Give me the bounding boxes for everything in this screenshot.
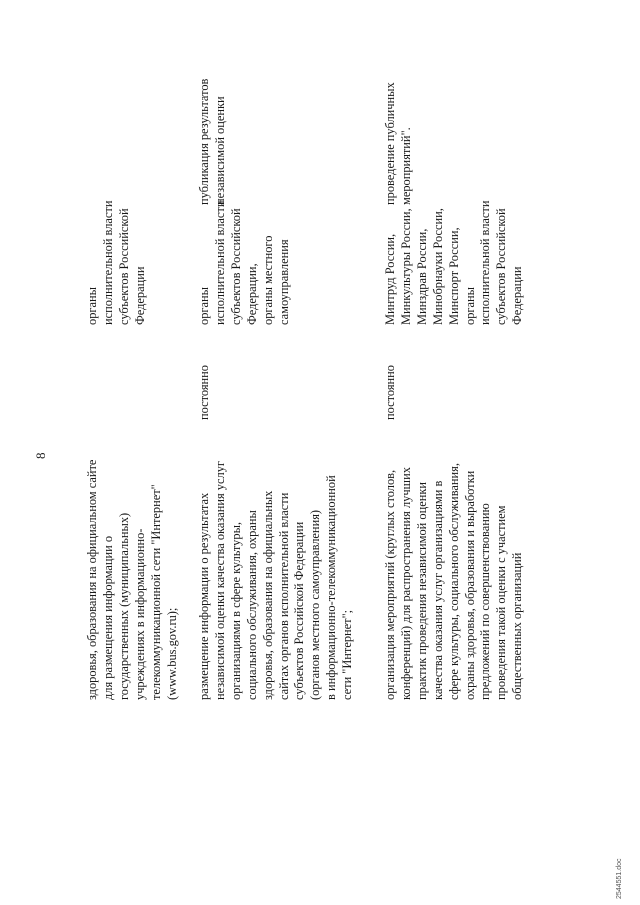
row3-executors: Минтруд России, Минкультуры России, Минздрав России, Минобрнауки России, Минспорт России, органы исполнительной власти субъектов Российской Федерации xyxy=(383,200,525,325)
row3-result: проведение публичных мероприятий". xyxy=(383,82,413,205)
row3-term: постоянно xyxy=(383,364,397,420)
row1-executors: органы исполнительной власти субъектов Российской Федерации xyxy=(85,200,147,325)
page-number: 8 xyxy=(33,452,48,459)
row1-measure: здоровья, образования на официальном сайте для размещения информации о государственных (муниципальных) учреждениях в информационно- телекоммуникационной сети "Интернет" (www.bus.gov.ru); xyxy=(85,459,179,700)
row2-term: постоянно xyxy=(197,364,211,420)
row2-measure: размещение информации о результатах независимой оценки качества оказания услуг организациями в сфере культуры, социального обслуживания, охраны здоровья, образования на официальных сайтах органов исполнительной власти субъектов Российской Федерации (органов местного самоуправления) в информационно-телекоммуникационной сети "Интернет"; xyxy=(197,461,355,700)
row2-result: публикация результатов независимой оценки xyxy=(197,78,227,205)
document-code: 2544551.doc xyxy=(616,858,623,899)
row2-executors: органы исполнительной власти субъектов Российской Федерации, органы местного самоуправления xyxy=(197,200,291,325)
row3-measure: организация мероприятий (круглых столов, конференций) для распространения лучших практик проведения независимой оценки качества оказания услуг организациями в сфере культуры, социального обслуживания, охраны здоровья, образования и выработки предложений по совершенствованию проведения такой оценки с участием общественных организаций xyxy=(383,463,525,700)
